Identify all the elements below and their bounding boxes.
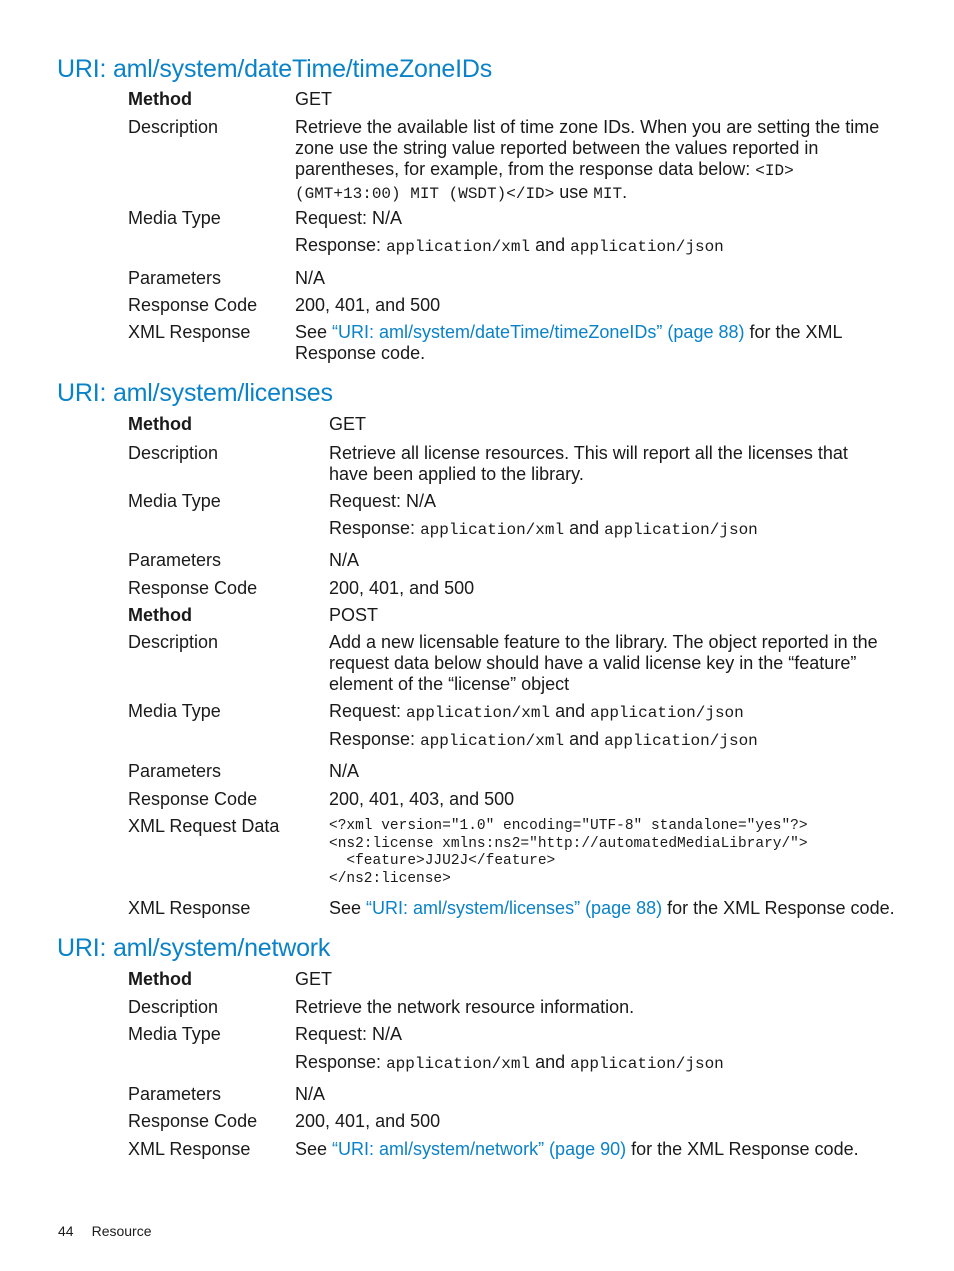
xml-response-value: See “URI: aml/system/network” (page 90) for the XML Response code. xyxy=(295,1139,859,1159)
parameters-value: N/A xyxy=(295,268,326,288)
xml-request-code-block: <?xml version="1.0" encoding="UTF-8" standalone="yes"?> <ns2:license xmlns:ns2="http://automatedMediaLibrary/"> <feature>JJU2J</feature> </ns2:license> xyxy=(329,818,808,887)
parameters-label: Parameters xyxy=(128,268,222,288)
method-row xyxy=(128,89,884,111)
response-code-row xyxy=(128,295,884,317)
parameters-label: Parameters xyxy=(128,1084,222,1104)
xml-request-data-row xyxy=(128,816,884,890)
response-code-value: 200, 401, and 500 xyxy=(295,1111,441,1131)
parameters-label: Parameters xyxy=(128,550,222,570)
licenses-page-link[interactable]: “URI: aml/system/licenses” (page 88) xyxy=(366,898,663,918)
media-type-request: Request: N/A xyxy=(295,1024,403,1044)
description-label: Description xyxy=(128,443,219,463)
method-value: GET xyxy=(295,969,333,989)
method-value: POST xyxy=(329,605,379,625)
description-label: Description xyxy=(128,632,219,652)
response-code-label: Response Code xyxy=(128,1111,258,1131)
parameters-value: N/A xyxy=(329,550,360,570)
media-type-row xyxy=(128,491,884,513)
media-type-label: Media Type xyxy=(128,208,221,228)
parameters-label: Parameters xyxy=(128,761,222,781)
xml-response-row xyxy=(128,1139,884,1161)
parameters-row xyxy=(128,268,884,290)
media-type-response-row xyxy=(128,235,884,257)
description-label: Description xyxy=(128,997,219,1017)
parameters-row xyxy=(128,1084,884,1106)
response-code-value: 200, 401, and 500 xyxy=(329,578,475,598)
parameters-row-post xyxy=(128,761,884,783)
xml-response-value: See “URI: aml/system/dateTime/timeZoneIDs” (page 88) for the XML Response code. xyxy=(295,322,842,363)
timezoneids-page-link[interactable]: “URI: aml/system/dateTime/timeZoneIDs” (page 88) xyxy=(332,322,745,342)
media-type-request: Request: N/A xyxy=(329,491,437,511)
page-number: 44 xyxy=(58,1223,74,1239)
media-type-row xyxy=(128,208,884,230)
media-type-label: Media Type xyxy=(128,491,221,511)
media-type-response: Response: application/xml and application/json xyxy=(329,518,758,539)
network-page-link[interactable]: “URI: aml/system/network” (page 90) xyxy=(332,1139,627,1159)
xml-response-row xyxy=(128,898,895,920)
media-type-row-post xyxy=(128,701,884,723)
mit-code: MIT xyxy=(593,185,623,203)
xml-response-value: See “URI: aml/system/licenses” (page 88) for the XML Response code. xyxy=(329,898,895,918)
id-example-code: <ID>(GMT+13:00) MIT (WSDT)</ID> xyxy=(295,162,794,203)
parameters-row xyxy=(128,550,884,572)
media-type-label: Media Type xyxy=(128,1024,221,1044)
response-code-label: Response Code xyxy=(128,578,258,598)
xml-request-data-label: XML Request Data xyxy=(128,816,280,836)
media-type-row xyxy=(128,1024,884,1046)
section-heading: URI: aml/system/licenses xyxy=(57,379,333,407)
response-code-row xyxy=(128,1111,884,1133)
description-row xyxy=(128,997,884,1019)
response-code-value: 200, 401, 403, and 500 xyxy=(329,789,515,809)
description-row xyxy=(128,443,884,487)
description-label: Description xyxy=(128,117,219,137)
media-type-response-row-post xyxy=(128,729,884,751)
footer-section-name: Resource xyxy=(91,1223,152,1239)
method-value: GET xyxy=(329,414,367,434)
media-type-label: Media Type xyxy=(128,701,221,721)
response-code-label: Response Code xyxy=(128,789,258,809)
method-label: Method xyxy=(128,969,192,989)
method-row xyxy=(128,969,884,991)
description-value: Add a new licensable feature to the library. The object reported in the request data below should have a valid license key in the “feature” element of the “license” object xyxy=(329,632,878,694)
xml-response-label: XML Response xyxy=(128,1139,251,1159)
description-row-post xyxy=(128,632,884,698)
method-label: Method xyxy=(128,605,192,625)
media-type-response: Response: application/xml and application/json xyxy=(295,235,724,256)
xml-response-label: XML Response xyxy=(128,898,251,918)
media-type-response: Response: application/xml and application/json xyxy=(329,729,758,750)
description-value: Retrieve the network resource information. xyxy=(295,997,635,1017)
page-footer xyxy=(58,1223,152,1239)
media-type-request: Request: N/A xyxy=(295,208,403,228)
media-type-response-row xyxy=(128,1052,884,1074)
xml-response-row xyxy=(128,322,884,366)
response-code-label: Response Code xyxy=(128,295,258,315)
method-row xyxy=(128,414,884,436)
response-code-value: 200, 401, and 500 xyxy=(295,295,441,315)
method-label: Method xyxy=(128,89,192,109)
method-value: GET xyxy=(295,89,333,109)
description-row xyxy=(128,117,884,201)
media-type-request: Request: application/xml and application/json xyxy=(329,701,744,722)
section-heading: URI: aml/system/network xyxy=(57,934,331,962)
media-type-response: Response: application/xml and application/json xyxy=(295,1052,724,1073)
method-row-post xyxy=(128,605,884,627)
response-code-row xyxy=(128,578,884,600)
parameters-value: N/A xyxy=(329,761,360,781)
section-heading: URI: aml/system/dateTime/timeZoneIDs xyxy=(57,55,493,83)
parameters-value: N/A xyxy=(295,1084,326,1104)
description-value: Retrieve all license resources. This will report all the licenses that have been applied to the library. xyxy=(329,443,848,484)
xml-response-label: XML Response xyxy=(128,322,251,342)
response-code-row-post xyxy=(128,789,884,811)
description-value: Retrieve the available list of time zone IDs. When you are setting the time zone use the string value reported between the values reported in parentheses, for example, from the response data below: <ID>(GMT+13:00) MIT (WSDT)</ID> use MIT. xyxy=(295,117,880,203)
method-label: Method xyxy=(128,414,192,434)
media-type-response-row xyxy=(128,518,884,540)
